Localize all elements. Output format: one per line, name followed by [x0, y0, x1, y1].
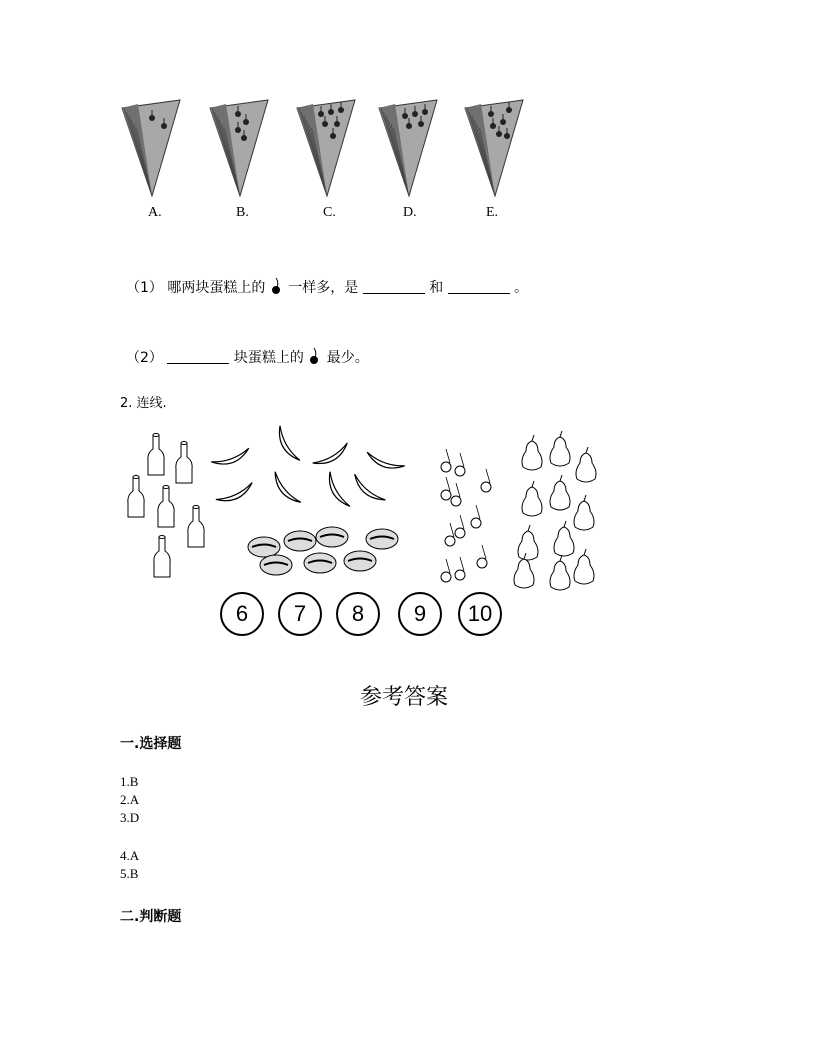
pear: [550, 481, 570, 510]
cherry: [441, 490, 451, 500]
pear: [550, 437, 570, 466]
bottle: [188, 507, 204, 547]
banana: [216, 483, 256, 507]
pear: [574, 555, 594, 584]
answer-item: 2.A: [120, 792, 140, 807]
section-2-label: 2. 连线.: [120, 396, 167, 411]
answer-item: 3.D: [120, 810, 140, 825]
question-2-end: 最少。: [326, 350, 369, 366]
answer-blank-1a[interactable]: [363, 279, 425, 294]
cherry: [455, 528, 465, 538]
answer-blank-2[interactable]: [167, 349, 229, 364]
cake-4: [379, 100, 437, 196]
cake-label-d: D.: [403, 205, 417, 220]
pear-group: [514, 431, 596, 590]
answer-list-a: [120, 773, 139, 827]
answer-item: 1.B: [120, 774, 139, 789]
pear: [554, 527, 574, 556]
number-circle-7[interactable]: 7: [278, 592, 322, 636]
cherry: [451, 496, 461, 506]
answer-title: 参考答案: [360, 685, 449, 710]
answer-section-2-title: 二.判断题: [120, 909, 182, 925]
cherry: [471, 518, 481, 528]
pear: [574, 501, 594, 530]
cherry-icon: [308, 346, 322, 366]
cherry: [481, 482, 491, 492]
question-1-and: 和: [429, 280, 444, 296]
pear: [550, 561, 570, 590]
banana: [273, 426, 300, 465]
banana: [313, 443, 352, 470]
answer-list-b: [120, 847, 139, 883]
bottle: [128, 477, 144, 517]
matching-items: [120, 425, 610, 595]
cherry-icon: [270, 276, 284, 296]
cherry: [441, 462, 451, 472]
answer-blank-1b[interactable]: [448, 279, 510, 294]
question-1-suffix: 一样多，是: [288, 280, 359, 296]
bottle: [154, 537, 170, 577]
question-2-suffix: 块蛋糕上的: [233, 350, 304, 366]
answer-section-1-title: 一.选择题: [120, 736, 182, 752]
number-circle-10[interactable]: 10: [458, 592, 502, 636]
matching-illustration: [120, 425, 610, 595]
cake-label-b: B.: [236, 205, 249, 220]
question-1: [126, 276, 528, 297]
bottle: [148, 435, 164, 475]
cake-illustrations: [120, 98, 540, 208]
banana: [364, 452, 404, 473]
question-1-end: 。: [514, 280, 529, 296]
question-1-number: （1）: [126, 280, 163, 296]
banana: [269, 472, 301, 508]
answer-item: 5.B: [120, 866, 139, 881]
bottle: [176, 443, 192, 483]
cherry: [477, 558, 487, 568]
cake-label-e: E.: [486, 205, 499, 220]
question-2: [126, 346, 369, 367]
pear: [518, 531, 538, 560]
banana: [323, 472, 350, 511]
banana-group: [211, 426, 405, 511]
cherry: [445, 536, 455, 546]
pear: [576, 453, 596, 482]
cherry: [455, 570, 465, 580]
cake-3: [297, 100, 355, 196]
number-circle-9[interactable]: 9: [398, 592, 442, 636]
cake-2: [210, 100, 268, 196]
banana: [211, 448, 251, 469]
cherry: [441, 572, 451, 582]
question-1-prefix: 哪两块蛋糕上的: [167, 280, 266, 296]
bean-group: [248, 527, 398, 575]
bottle: [158, 487, 174, 527]
number-circle-6[interactable]: 6: [220, 592, 264, 636]
banana: [350, 474, 386, 506]
bottle-group: [128, 434, 204, 578]
question-2-number: （2）: [126, 350, 163, 366]
pear: [522, 441, 542, 470]
cake-5: [465, 100, 523, 196]
cherry: [455, 466, 465, 476]
cherry-group: [441, 449, 491, 582]
pear: [514, 559, 534, 588]
pear: [522, 487, 542, 516]
cake-label-c: C.: [323, 205, 336, 220]
answer-item: 4.A: [120, 848, 140, 863]
cake-label-a: A.: [148, 205, 162, 220]
number-circle-8[interactable]: 8: [336, 592, 380, 636]
cake-1: [122, 100, 180, 196]
